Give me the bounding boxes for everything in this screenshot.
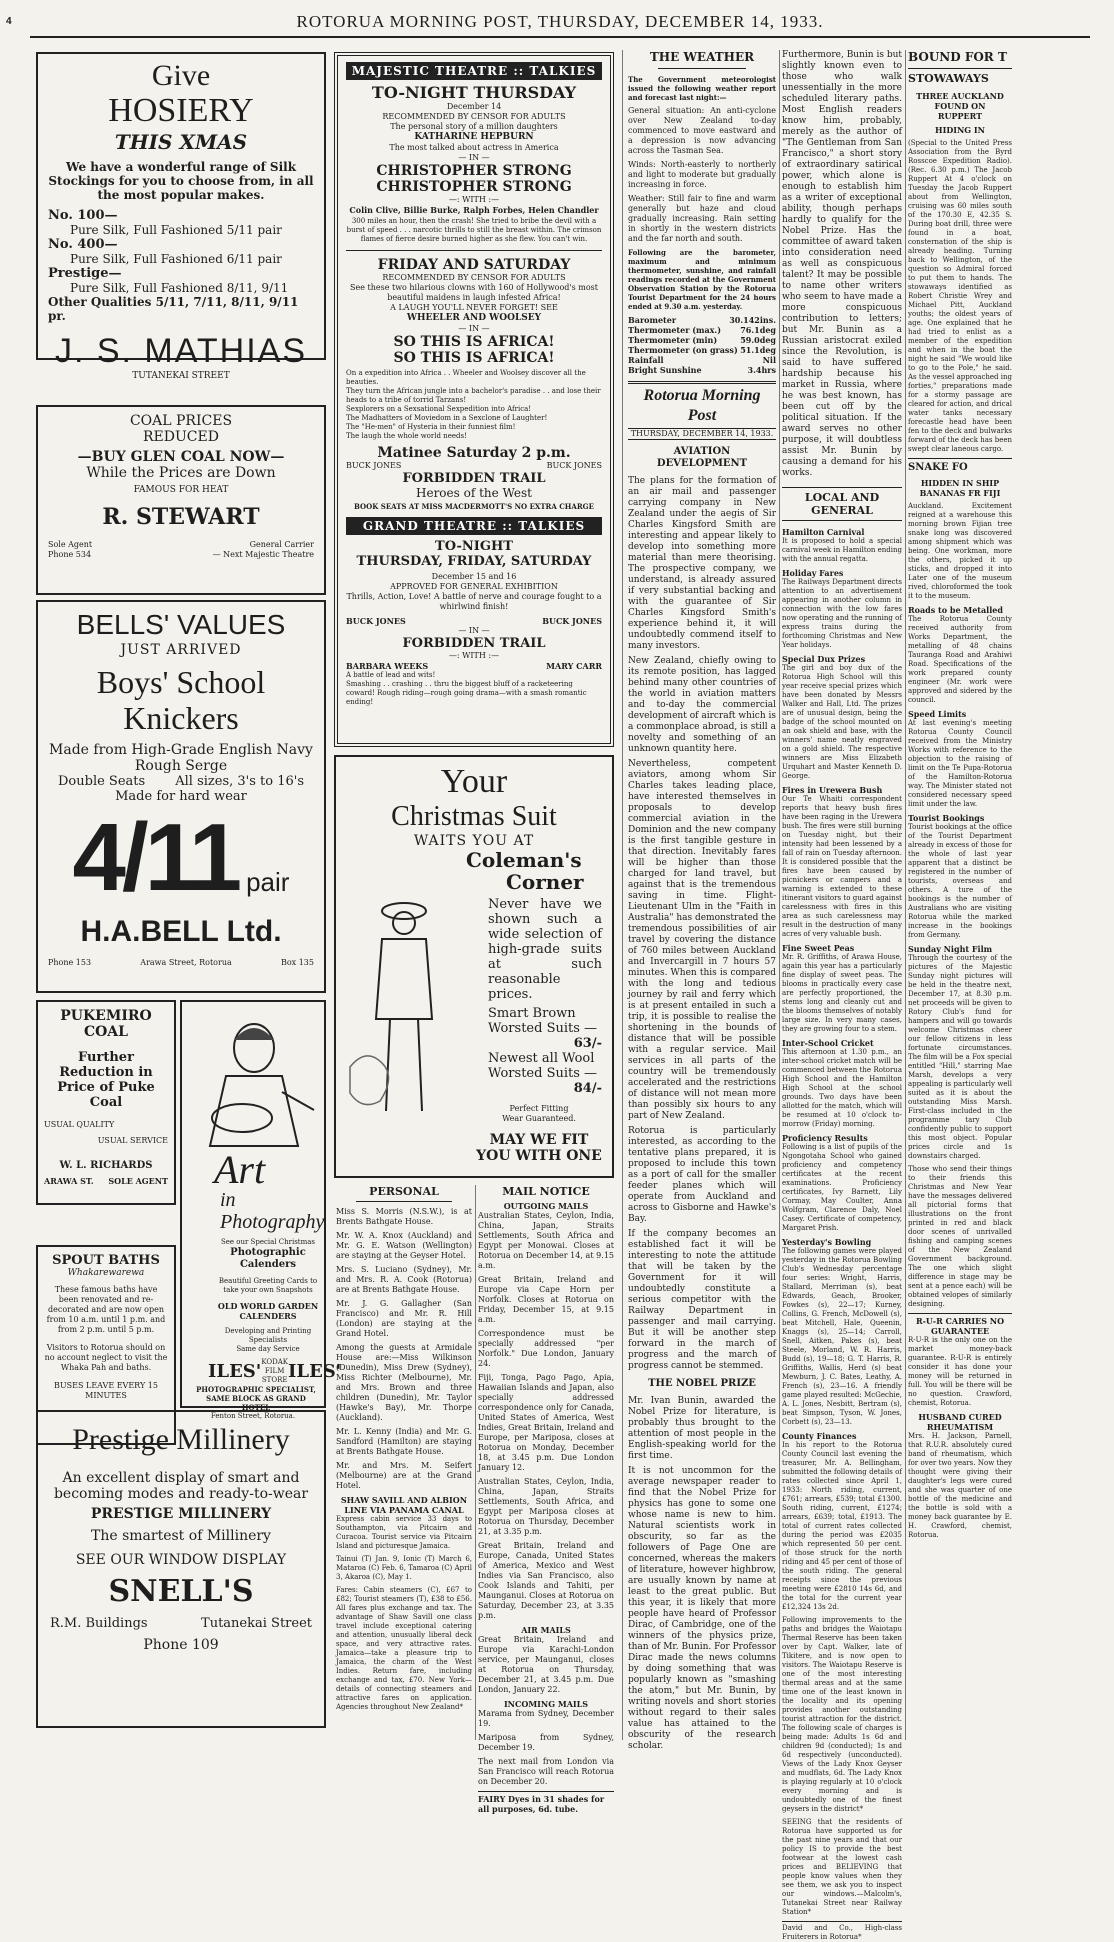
millinery-heading: Prestige Millinery [72, 1423, 290, 1456]
bells-knickers: Knickers [123, 700, 239, 736]
weather-reading-value: 76.1deg [740, 325, 776, 335]
hosiery-xmas: THIS XMAS [114, 130, 248, 154]
bells-sizes: All sizes, 3's to 16's [175, 774, 304, 789]
bound-head: RUPPERT [937, 111, 983, 121]
bells-seats: Double Seats [58, 774, 146, 789]
air-title: AIR MAILS [521, 1625, 571, 1635]
snake-head: HIDDEN IN SHIP BANANAS FR FIJI [919, 478, 1001, 498]
roads-heading: Roads to be Metalled [908, 605, 1003, 615]
weather-reading [628, 355, 776, 365]
pukemiro-title: PUKEMIRO [60, 1008, 152, 1024]
grand-with: —: WITH :— [448, 651, 500, 660]
majestic-cast: Colin Clive, Billie Burke, Ralph Forbes, Helen Chandler [349, 205, 599, 215]
grand-star: BUCK JONES [542, 616, 602, 626]
snells-building: R.M. Buildings [50, 1616, 148, 1631]
outgoing-mail-item: Great Britain, Ireland and Europe via Cape Horn per Norfolk. Closes at Rotorua on Friday, December 15, at 9.15 a.m. [478, 1275, 614, 1324]
richards-name: W. L. RICHARDS [59, 1160, 153, 1171]
millinery-text: The smartest of Millinery [91, 1528, 271, 1544]
majestic-date: December 14 [446, 102, 502, 111]
majestic-matinee: Matinee Saturday 2 p.m. [377, 445, 571, 461]
majestic-text: They turn the African jungle into a bachelor's paradise . . and lose their heads to a tribe of torrid Tarzans! [346, 387, 601, 404]
grand-film: FORBIDDEN TRAIL [402, 636, 546, 651]
incoming-mail-item: The next mail from London via San Francisco will reach Rotorua on December 20. [478, 1757, 614, 1786]
millinery-ad [36, 1410, 326, 1728]
bound-sub: STOWAWAYS [908, 68, 1012, 85]
personal-item: Mr. L. Kenny (India) and Mr. G. Sandford (Hamilton) are staying at Brents Bathgate House. [336, 1427, 472, 1456]
page-number: 4 [6, 16, 12, 27]
weather-reading [628, 345, 776, 355]
local-item-heading: Hamilton Carnival [782, 527, 865, 537]
grand-banner: GRAND THEATRE :: TALKIES [346, 517, 602, 535]
coleman-cta: MAY WE FIT [489, 1132, 589, 1148]
local-item-text: This afternoon at 1.30 p.m., an inter-school cricket match will be commenced between the Rotorua High School and the Hamilton High School at the school grounds. Two days have been allotted for the match, which will be resumed at 10 o'clock to-morrow (Friday) morning. [782, 1048, 902, 1128]
bell-box: Box 135 [280, 958, 314, 967]
iles-text: OLD WORLD GARDEN CALENDERS [217, 1301, 319, 1321]
pukemiro-coal: COAL [83, 1024, 129, 1040]
coleman-item: Smart Brown Worsted Suits — [488, 1006, 598, 1036]
weather-reading-value: 3.4hrs [747, 365, 776, 375]
iles-kodak: KODAK FILM STORE [261, 1358, 288, 1384]
coleman-ad [334, 755, 614, 1178]
coleman-price: 84/- [573, 1081, 602, 1096]
mail-title: MAIL NOTICE [502, 1185, 590, 1198]
masthead: ROTORUA MORNING POST, THURSDAY, DECEMBER 14, 1933. [296, 12, 824, 31]
hosiery-item: No. 400— [48, 237, 118, 252]
iles-text: Same day Service [236, 1345, 300, 1353]
coleman-corner: Corner [506, 870, 584, 894]
coleman-cta: YOU WITH ONE [476, 1148, 602, 1164]
bells-made: Made from High-Grade English Navy Rough Serge [49, 742, 313, 774]
bound-head: HIDING IN [935, 125, 985, 135]
local-item-text: The Railways Department directs attention to an advertisement appearing in another column in connection with the low fares now operating and the running of express trains during the forthcoming Christmas and New Year holidays. [782, 578, 902, 649]
majestic-text: Sexplorers on a Sexsational Sexpedition into Africa! [346, 405, 532, 413]
majestic-text: On a expedition into Africa . . Wheeler and Woolsey discover all the beauties. [346, 369, 586, 386]
hosiery-other: Other Qualities 5/11, 7/11, 8/11, 9/11 pr. [48, 295, 299, 323]
local-item-heading: Special Dux Prizes [782, 654, 866, 664]
editorial-date: THURSDAY, DECEMBER 14, 1933. [628, 428, 776, 440]
shaw-item: Tainui (T) Jan. 9, Ionic (T) March 6, Mataroa (C) Feb. 6, Tamaroa (C) April 3, Akaroa (C), May 1. [336, 1555, 472, 1581]
bell-address: Arawa Street, Rotorua [140, 958, 232, 967]
bells-arrived: JUST ARRIVED [120, 642, 242, 658]
majestic-star: BUCK JONES [346, 461, 402, 470]
nobel-title: THE NOBEL PRIZE [648, 1378, 756, 1389]
iles-text: PHOTOGRAPHIC SPECIALIST, SAME BLOCK AS GRAND HOTEL [196, 1385, 316, 1412]
nobel-paragraph: Furthermore, Bunin is but slightly known even to those who walk unessentially in the more scheduled literary paths. Most English readers know him, probably, merely as the author of "The Gentleman from San Francisco," a short story of extraordinary satirical power, which alone is enough to establish him as a writer of exceptional ability, though perhaps hardly to qualify for the Nobel Prize. Has the committee of award taken into consideration need as well as conspicuous talent? It may be possible to name other writers who seem to have made a more conspicuous contribution to letters; but Mr. Bunin as a Russian aristocrat exiled since the Revolution, is said to have suffered hardship because his market in Russia, where he was best known, has been cut off by the political situation. If the award serves no other purpose, it will doubtless assist Mr. Bunin by causing a demand for his works. [782, 50, 902, 478]
majestic-star: BUCK JONES [546, 461, 602, 470]
outgoing-mail-item: Great Britain, Ireland and Europe, Canada, United States of America, Mexico and West Indies via San Francisco, also Cook Islands and Tahiti, per Maunganui. Closes at Rotorua on Saturday, December 23, at 3.35 p.m. [478, 1541, 614, 1620]
pukemiro-service: USUAL SERVICE [97, 1136, 168, 1145]
majestic-film: CHRISTOPHER STRONG [376, 179, 572, 195]
bound-column [908, 50, 1012, 1740]
personal-item: Mr. J. G. Gallagher (San Francisco) and Mr. R. Hill (London) are staying at the Grand Hotel. [336, 1299, 472, 1338]
majestic-with: —: WITH :— [448, 195, 500, 204]
spout-sub: Whakarewarewa [67, 1268, 145, 1278]
film-heading: Sunday Night Film [908, 944, 993, 954]
majestic-rec: RECOMMENDED BY CENSOR FOR ADULTS [382, 112, 566, 121]
majestic-star: WHEELER AND WOOLSEY [406, 313, 542, 323]
fairy-dyes-ad: FAIRY Dyes in 31 shades for all purposes, 6d. tube. [478, 1791, 614, 1814]
iles-logo: ILES' [288, 1361, 342, 1382]
personal-item: Mr. W. A. Knox (Auckland) and Mr. G. E. Watson (Wellington) are staying at the Geyser Hotel. [336, 1231, 472, 1260]
editorial-column [628, 50, 777, 1751]
personal-item: Mr. and Mrs. M. Seifert (Melbourne) are at the Grand Hotel. [336, 1461, 472, 1490]
husband-heading: HUSBAND CURED RHEUMATISM [918, 1412, 1002, 1432]
personal-column [336, 1185, 472, 1740]
hosiery-give: Give [151, 59, 211, 92]
editorial-paragraph: New Zealand, chiefly owing to its remote position, has lagged behind many other countries of the world in aviation matters and to-day the commercial development of aircraft which is a commonplace abroad, is still a novelty and something of an unknown quantity here. [628, 656, 776, 754]
column-rule [475, 1185, 476, 1740]
iles-text: Beautiful Greeting Cards to take your own Snapshots [218, 1277, 318, 1294]
bell-phone: Phone 153 [48, 958, 92, 967]
weather-para: Weather: Still fair to fine and warm generally but haze and cloud gradually increasing. Rain setting in shortly in the western districts and the far north and south. [628, 194, 776, 243]
editorial-paragraph: Rotorua is particularly interested, as according to the tentative plans prepared, it is proposed to include this town as a port of call for the smaller feeder planes which will operate from Auckland and across to Gisborne and Hawke's Bay. [628, 1126, 776, 1224]
local-item-text: The following games were played yesterday in the Rotorua Bowling Club's Wednesday percentage four series: Wright, Harris, Stallard, Merriman (s), beat Edwards, Geach, Brooker, Fowkes (s), 22—17; Kurney, Collins, G. French, McDowell (s), beat Mitchell, Hale, Queenin, Knaggs (s), 25—14; Carroll, Snell, Aitken, Pakes (s), beat Steele, Morland, W. R. Harris, Budd (s), 19—18; G. T. Harris, R. Griffiths, Wallis, Herd (s) beat Mewburn, J. C. Bates, Leathy, A. French (s), 23—16. A friendly game played resulted: McGechie, A. L. Jones, Nesbitt, Bertram (s), beat Simpson, Tyson, W. Jones, Corbett (s), 23—13. [782, 1247, 902, 1426]
hosiery-item-desc: Pure Silk, Full Fashioned 5/11 pair [70, 223, 282, 237]
weather-title: THE WEATHER [649, 50, 755, 64]
grand-text: A battle of lead and wits! [346, 671, 436, 679]
majestic-text: The personal story of a million daughters [390, 122, 558, 131]
hosiery-heading: HOSIERY [108, 92, 254, 129]
suited-man-illustration [346, 887, 456, 1127]
weather-reading-label: Thermometer (on grass) [628, 345, 738, 355]
stewart-name: R. STEWART [102, 504, 260, 530]
local-item-heading: Fine Sweet Peas [782, 943, 855, 953]
theatres-ad [334, 52, 614, 747]
grand-star: BUCK JONES [346, 616, 406, 626]
artist-illustration [186, 1006, 322, 1146]
iles-text: Developing and Printing Specialists [224, 1327, 312, 1344]
weather-para: Following are the barometer, maximum and minimum thermometer, sunshine, and rainfall readings recorded at the Government Observation Station by the Rotorua Tourist Department for the 24 hours ended at 9.30 a.m. yesterday. [628, 248, 776, 311]
coleman-price: 63/- [573, 1036, 602, 1051]
hosiery-ad [36, 52, 326, 381]
local-item-text: Following improvements to the paths and bridges the Waiotapu Thermal Reserve has been taken over by Capt. Walker, late of Tikitere, and is now open to visitors. The Waiotapu Reserve is one of the most interesting thermal areas and at the same time one of the least known in the locality and its opening provides another outstanding tourist attraction for the district. The following scale of charges is being made: Adults 1s 6d and children 9d (conducted); 1s and 6d respectively (unconducted). Views of the Lady Knox Geyser and mudflats, 6d. The Lady Knox is playing regularly at 10 o'clock every morning and is undoubtedly one of the finest geysers in the district* [782, 1616, 902, 1813]
majestic-heading: FRIDAY AND SATURDAY [377, 257, 571, 273]
coal-ad [36, 405, 326, 595]
editorial-title: AVIATION DEVELOPMENT [656, 446, 748, 469]
coal-line: COAL PRICES [129, 413, 233, 429]
weather-reading-label: Bright Sunshine [628, 365, 702, 375]
local-item-heading: County Finances [782, 1431, 857, 1441]
personal-item: Among the guests at Armidale House are:—Miss Wilkinson (Dunedin), Miss Drew (Sydney), Miss Richter (Melbourne), Mr. and Mrs. Brown and three children (Dunedin), Mr. Taylor (Hawke's Bay), Mr. Thorpe (Auckland). [336, 1343, 472, 1422]
mathias-street: TUTANEKAI STREET [132, 371, 230, 381]
bell-name: H.A.BELL Ltd. [80, 915, 282, 948]
millinery-text: PRESTIGE MILLINERY [90, 1506, 272, 1522]
coal-left: Phone 534 [48, 550, 92, 559]
local-item-text: Our Te Whaiti correspondent reports that heavy bush fires have been raging in the Urewera bush. The fires were still burning on Tuesday night, but their intensity had been lessened by a fall of rain on Tuesday afternoon. It is considered possible that the fires have been caused by picnickers or campers and a warning is extended to these itinerant visitors to guard against carelessness with fires in this area as such carelessness may result in the destruction of many acres of very valuable bush. [782, 795, 902, 938]
coleman-name: Coleman's [466, 848, 582, 872]
hosiery-item-desc: Pure Silk, Full Fashioned 6/11 pair [70, 252, 282, 266]
weather-reading-label: Thermometer (max.) [628, 325, 721, 335]
weather-reading-label: Rainfall [628, 355, 664, 365]
personal-title: PERSONAL [369, 1185, 439, 1198]
grand-heading: THURSDAY, FRIDAY, SATURDAY [356, 554, 592, 569]
millinery-text: An excellent display of smart and becoming modes and ready-to-wear [53, 1470, 309, 1502]
coleman-item: Newest all Wool Worsted Suits — [488, 1051, 598, 1081]
spout-visit: Visitors to Rotorua should on no account neglect to visit the Whaka Pah and baths. [44, 1343, 168, 1372]
husband-text: Mrs. H. Jackson, Parnell, that R.U.R. absolutely cured band of rheumatism, which for over two years. Now they thought were giving their daughter's legs were cured and she was quarter of one bottle of the medicine and the bottle is sold with a money back guarantee by E. H. Crawford, chemist, Rotorua. [908, 1432, 1012, 1539]
rur-heading: R-U-R CARRIES NO GUARANTEE [908, 1313, 1012, 1336]
majestic-text: See these two hilarious clowns with 160 of Hollywood's most beautiful maidens in laugh infested Africa! [350, 283, 598, 302]
film-text: Through the courtesy of the pictures of the Majestic Sunday night pictures will be held in the theatre next, December 17, at 8.30 p.m. net proceeds will be given to Rotory Club's fund for hampers and will go towards welcome Christmas cheer our fellow citizens in less fortunate circumstances. The film will be a Fox special entitled "Hill," starring Mae Marsh, develops a very appealing is particularly well suited as it is about the outstanding Miss Marsh. First-class included in the programme tary Club confidently public to support this most object. Popular prices circle and 1s downstairs charged. [908, 954, 1012, 1160]
incoming-mail-item: Marama from Sydney, December 19. [478, 1709, 614, 1728]
coal-line: FAMOUS FOR HEAT [133, 485, 229, 495]
grand-cast: MARY CARR [546, 661, 602, 671]
iles-logo: ILES' [208, 1361, 262, 1382]
roads-text: The Rotorua County received authority from Works Department, the metalling of 48 chains Tauranga Road and Arahiwi Road. Specifications of the work prepared county engineer (Mr. work were approved and sidered by the council. [908, 615, 1012, 704]
weather-para: General situation: An anti-cyclone over New Zealand to-day commenced to move eastward and a depression is now advancing across the Tasman Sea. [628, 106, 776, 155]
weather-reading-value: 51.1deg [740, 345, 776, 355]
bound-text: (Special to the United Press Association from the Byrd Rosscoe Expedition Radio). (Rec. 6.30 p.m.) The Jacob Ruppert At 4 o'clock on Tuesday the Jacob Ruppert about from Wellington, cruising was 60 miles south of the 170.30 E, 42.35 S. During boat drill, three were found in a boat, consternation of the ship is already heading. Turning back to Wellington, of the question so Admiral forced to put them to hands. The stowaways identified as Robert Christie Wrey and Michael Pitt, Auckland youths; the oldest years of age. One explained that he had tried to enlist as a member of the expedition and when in the boat the night he said "We would like to go to the Pole," he said. As the vessel approached ing forties," preparations made for a stormy passage are cleared for action, and drical water tanks necessary forecastle head have been fen to the deck and bulwarks forward of the deck has been swept clear laneous cargo. [908, 139, 1012, 453]
pukemiro-quality: USUAL QUALITY [44, 1120, 115, 1129]
majestic-text: Heroes of the West [416, 486, 532, 500]
column-rule [622, 50, 623, 1740]
richards-agent: SOLE AGENT [108, 1176, 168, 1186]
majestic-film: SO THIS IS AFRICA! [393, 350, 555, 366]
hosiery-item: Prestige— [48, 266, 122, 281]
spout-text: These famous baths have been renovated and re-decorated and are now open from 10 a.m. until 1 p.m. and from 2 p.m. until 5 p.m. [46, 1285, 166, 1334]
majestic-film: CHRISTOPHER STRONG [376, 163, 572, 179]
pukemiro-reduction: Further Reduction in Price of Puke Coal [57, 1050, 155, 1110]
column-rule [905, 50, 906, 1740]
coleman-waits: WAITS YOU AT [413, 833, 535, 849]
local-item-heading: Holiday Fares [782, 568, 844, 578]
majestic-text: The "He-men" of Hysteria in their funniest film! [346, 423, 516, 431]
local-item-text: In his report to the Rotorua County Council last evening the treasurer, Mr. A. Bellingham, submitted the following details of rates collected since April 1, 1933: North riding, current, £761; arrears, £539; total £1300. South riding, current, £1274; arrears, £639; total, £1913. The total of current rates collected during the period was £2035 which represented 50 per cent. of those struck for the north riding and 45 per cent of those of the south riding. The general receipts since the previous meeting were £2810 14s 6d, and the total for the current year £12,324 13s 2d. [782, 1441, 902, 1611]
majestic-banner: MAJESTIC THEATRE :: TALKIES [346, 62, 602, 80]
bells-boys: Boys' School [96, 664, 266, 700]
local-item-heading: Fires in Urewera Bush [782, 785, 883, 795]
grand-text: Smashing . . crashing . . thru the biggest bluff of a racketeering coward! Rough riding—rough going drama—with a smash romantic ending! [346, 680, 587, 706]
coleman-wear: Wear Guaranteed. [502, 1114, 576, 1123]
weather-reading [628, 325, 776, 335]
coleman-fit: Perfect Fitting [509, 1104, 569, 1113]
personal-item: Miss S. Morris (N.S.W.), is at Brents Bathgate House. [336, 1207, 472, 1226]
air-mail-item: Great Britain, Ireland and Europe via Karachi-London service, per Maunganui, closes at Rotorua on Thursday, December 21, at 3.45 p.m. Due London, January 22. [478, 1635, 614, 1694]
weather-reading-label: Barometer [628, 315, 677, 325]
rur-text: R-U-R is the only one on the market money-back guarantee. R-U-R is entirely consider it has done your money will be returned in full. You will be there will be no question. Crawford, chemist, Rotorua. [908, 1336, 1012, 1407]
editorial-paragraph: The plans for the formation of an air mail and passenger carrying company in New Zealand under the aegis of Sir Charles Kingsford Smith are interesting and appear likely to develop into something more material than mere theorising. The prospective company, we understand, is already assured if very substantial backing and with the guarantee of Sir Charles Kingsford Smith's experience behind it, it will undoubtedly commend itself to many investors. [628, 476, 776, 651]
outgoing-title: OUTGOING MAILS [503, 1201, 589, 1211]
local-item-text: It is proposed to hold a special carnival week in Hamilton ending with the annual regatta. [782, 537, 903, 563]
speed-text: At last evening's meeting Rotorua County Council received from the Ministry Works with reference to the objection to the raising of limit on the Te Pupa-Rotorua of the Hamilton-Rotorua way. The Minister stated not considered necessary speed limit under the law. [908, 719, 1012, 808]
local-item-text: Mr. R. Griffiths, of Arawa House, again this year has a particularly fine display of sweet peas. The blooms in practically every case are perfectly proportioned, the stems long and cleanly cut and the blooms themselves of notably large size. In very many cases, they are growing four to a stem. [782, 953, 902, 1033]
weather-para: Winds: North-easterly to northerly and light to moderate but gradually increasing in force. [628, 160, 776, 189]
grand-heading: TO-NIGHT [435, 539, 513, 554]
millinery-text: SEE OUR WINDOW DISPLAY [75, 1552, 287, 1568]
mathias-name: J. S. MATHIAS [54, 332, 308, 370]
shaw-title: SHAW SAVILL AND ALBION LINE VIA PANAMA CANAL [340, 1495, 468, 1515]
hosiery-item: No. 100— [48, 208, 118, 223]
bells-ad [36, 600, 326, 993]
snake-text: Auckland. Excitement reigned at a warehouse this morning brown Fijian tree snake long was discovered among shipment which was being. One workman, more the others, picked it up sticks, and dropped it into Later one of the museum rived, chloroformed the took it to the museum. [908, 502, 1012, 600]
weather-intro: The Government meteorologist issued the following weather report and forecast last night:— [628, 75, 776, 102]
grand-date: December 15 and 16 [431, 572, 517, 581]
hosiery-item-desc: Pure Silk, Full Fashioned 8/11, 9/11 [70, 281, 289, 295]
spout-buses: BUSES LEAVE EVERY 15 MINUTES [54, 1381, 158, 1400]
coal-right: — Next Majestic Theatre [212, 550, 314, 559]
outgoing-mail-item: Fiji, Tonga, Pago Pago, Apia, Hawaiian Islands and Japan, also specially addressed correspondence only for Canada, United States of America, West Indies, Great Britain, Ireland and Europe, per Mariposa, closes at Rotorua on Monday, December 18, at 3.45 p.m. Due London January 12. [478, 1373, 614, 1472]
local-title: LOCAL AND GENERAL [782, 487, 902, 521]
shaw-item: Express cabin service 33 days to Southampton, via Pitcairn and Curacoa. Tourist service via Pitcairn Island and picturesque Jamaica. [336, 1515, 472, 1550]
majestic-text: A LAUGH YOU'LL NEVER FORGET! SEE [390, 303, 558, 312]
tourist-text: Tourist bookings at the office of the Tourist Department already in excess of those for the whole of last year apparent that a distinct be registered in the number of tourists, overseas and others. A ture of the bookings is the number of Australians who are visiting Rotorua while the marked increase in the bookings from Germany. [908, 823, 1012, 939]
iles-ad [180, 1000, 342, 1420]
malcolms-ad: SEEING that the residents of Rotorua have supported us for the past nine years and that our policy IS to provide the best footwear at the lowest cash prices and BELIEVING that people know values when they see them, we ask you to inspect our windows.—Malcolm's, Tutanekai Street near Railway Station* [782, 1818, 902, 1916]
bound-head: THREE AUCKLAND [916, 91, 1004, 101]
local-item-heading: Proficiency Results [782, 1133, 868, 1143]
majestic-blurb: 300 miles an hour, then the crash! She tried to bribe the devil with a burst of speed . . . narcotic thrills to still the breast within. The crimson flames of fierce desire burned higher as she flew. You can't win. [346, 217, 602, 243]
editorial-paragraph: Nevertheless, competent aviators, among whom Sir Charles takes leading place, have interested themselves in proposals to develop commercial aviation in the Dominion and the new company is the first tangible gesture in that direction. Inevitably fares will be higher than those charged for land travel, but against that is the tremendous saving in time. Flight-Lieutenant Ulm in the "Faith in Australia" has demonstrated the tremendous possibilities of air travel by covering the distance of 760 miles between Auckland and Invercargill in 7 hours 57 minutes. When this is compared with the long and tedious journey by rail and ferry which is at present entailed in such a trip, it is possible to realise the shortening in the bounds of distance that will be possible with a regular service. Mail services in all parts of the country will be tremendously accelerated and the restrictions of distance will not mean more than possibly six hours to any part of New Zealand. [628, 759, 777, 1121]
majestic-text: The Madhatters of Moviedom in a Sexclone of Laughter! [346, 414, 548, 422]
editorial-continued [782, 50, 903, 1941]
grand-text: Thrills, Action, Love! A battle of nerve and courage fought to a whirlwind finish! [346, 592, 602, 611]
coal-left: Sole Agent [48, 540, 93, 549]
nobel-paragraph: Mr. Ivan Bunin, awarded the Nobel Prize for literature, is probably thus brought to the attention of most people in the English-speaking world for the first time. [628, 1396, 776, 1461]
coal-line: —BUY GLEN COAL NOW— [77, 449, 285, 465]
majestic-text: The most talked about actress in America [389, 143, 559, 152]
grand-cast: BARBARA WEEKS [346, 661, 429, 671]
bound-title: BOUND FOR T [908, 50, 1007, 64]
local-item-heading: Inter-School Cricket [782, 1038, 874, 1048]
editorial-paragraph: If the company becomes an established fact it will be interesting to note the attitude that will be taken by the Government for it will undoubtedly constitute a serious competitor with the Railway Department in passenger and mail carrying. But it will be another step forward in the march of progress and the march of progress cannot be stemmed. [628, 1229, 776, 1371]
majestic-in: — IN — [458, 153, 490, 162]
weather-reading [628, 315, 776, 325]
majestic-rec: RECOMMENDED BY CENSOR FOR ADULTS [382, 273, 566, 282]
local-item-text: The girl and boy dux of the Rotorua High School will this year receive special prizes which have been donated by Messrs Walker and Hall, Ltd. The prizes are of unusual design, being the badge of the school mounted on an oak shield and base, with the winners' name neatly engraved on a gold shield. The respective winners are Miss Elizabeth Urquhart and Master Kenneth D. George. [782, 664, 902, 780]
majestic-in: — IN — [458, 324, 490, 333]
weather-reading [628, 365, 776, 375]
majestic-booking: BOOK SEATS AT MISS MACDERMOTT'S NO EXTRA CHARGE [354, 502, 594, 511]
iles-text: Fenton Street, Rotorua. [210, 1412, 296, 1420]
snake-title: SNAKE FO [908, 458, 1012, 474]
column-rule [779, 50, 780, 1740]
coleman-body: Never have we shown such a wide selection of high-grade suits at such reasonable prices. [488, 897, 602, 1002]
coal-right: General Carrier [249, 540, 314, 549]
bells-pair: pair [246, 867, 290, 897]
incoming-mail-item: Mariposa from Sydney, December 19. [478, 1733, 614, 1752]
pukemiro-ad [36, 1000, 176, 1205]
personal-item: Mrs. S. Luciano (Sydney), Mr. and Mrs. R. A. Cook (Rotorua) are at Brents Bathgate House. [336, 1265, 472, 1294]
coal-line: REDUCED [143, 429, 219, 445]
hosiery-intro: We have a wonderful range of Silk Stockings for you to choose from, in all the most popular makes. [48, 160, 314, 202]
iles-art: Art [214, 1147, 266, 1192]
majestic-film: FORBIDDEN TRAIL [402, 471, 546, 486]
tourist-heading: Tourist Bookings [908, 813, 985, 823]
majestic-star: KATHARINE HEPBURN [414, 132, 534, 142]
iles-text: See our Special Christmas [220, 1238, 316, 1246]
coleman-your: Your [440, 763, 508, 800]
majestic-heading: TO-NIGHT THURSDAY [371, 83, 577, 102]
iles-calenders: Photographic Calenders [230, 1247, 306, 1270]
bound-head: FOUND ON [934, 101, 986, 111]
majestic-text: The laugh the whole world needs! [346, 432, 467, 440]
header-rule [30, 36, 1090, 38]
weather-reading [628, 335, 776, 345]
iles-in: in [220, 1189, 236, 1211]
iles-photography: Photography [220, 1211, 325, 1233]
mail-column [478, 1185, 614, 1814]
nobel-paragraph: It is not uncommon for the average newspaper reader to find that the Nobel Prize for physics has gone to some one whose name is new to him. Natural scientists work in obscurity, so far as the followers of Page One are concerned, whereas the makers of literature, however highbrow, are usually known by name at least to the great public. But this year, it is likely that more people have heard of Professor Dirac, of Cambridge, one of the winners of the physics prize, than of Mr. Bunin. For Professor Dirac made the news columns by doing something that was popularly known as "smashing the atom," but Mr. Bunin, by writing novels and short stories without regard to their sales value has attained to the obscurity of the research scholar. [628, 1466, 776, 1751]
snells-name: SNELL'S [108, 1574, 254, 1609]
spout-title: SPOUT BATHS [52, 1253, 160, 1268]
weather-reading-label: Thermometer (min) [628, 335, 718, 345]
bells-price: 4/11 [72, 804, 239, 911]
bells-heading: BELLS' VALUES [76, 609, 286, 640]
weather-reading-value: Nil [762, 355, 776, 365]
richards-street: ARAWA ST. [44, 1176, 94, 1186]
outgoing-mail-item: Australian States, Ceylon, India, China, Japan, Straits Settlements, South Africa and Egypt per Monowai. Closes at Rotorua on December 14, at 9.15 a.m. [478, 1211, 614, 1270]
outgoing-mail-item: Australian States, Ceylon, India, China, Japan, Straits Settlements, South Africa, and Egypt per Mariposa closes at Rotorua on Thursday, December 21, at 3.35 p.m. [478, 1477, 614, 1536]
local-item-heading: Yesterday's Bowling [782, 1237, 872, 1247]
coal-line: While the Prices are Down [86, 465, 276, 481]
incoming-title: INCOMING MAILS [503, 1699, 589, 1709]
david-ad: David and Co., High-class Fruiterers in Rotorua* [782, 1921, 902, 1942]
majestic-film: SO THIS IS AFRICA! [393, 334, 555, 350]
weather-reading-value: 30.142ins. [729, 315, 776, 325]
editorial-masthead: Rotorua Morning Post [643, 387, 761, 424]
grand-approval: APPROVED FOR GENERAL EXHIBITION [390, 582, 558, 591]
greetings-text: Those who send their things to their friends this Christmas and New Year have the messages delivered all pictorial forms that illustrations on the front printed in red and black door scenes of unrivalled fishing and camping scenes of the New Zealand Government background. The one which slight difference in stage may be sent at a pence each) will be obtained velopes of similarly designing. [908, 1165, 1012, 1308]
coleman-suit: Christmas Suit [391, 801, 557, 832]
local-item-text: Following is a list of pupils of the Ngongotaha School who gained proficiency and competency certificates at the recent examinations. Proficiency certificates, Ivy Barnett, Lily Cormay, May Coulter, Anna Wolfgram, Clarence Daly, Noel Casey. Certificate of competency, Margaret Prish. [782, 1143, 902, 1232]
bells-hard-wear: Made for hard wear [115, 789, 247, 804]
weather-reading-value: 59.0deg [740, 335, 776, 345]
speed-heading: Speed Limits [908, 709, 967, 719]
outgoing-mail-item: Correspondence must be specially addressed "per Norfolk." Due London, January 24. [478, 1329, 614, 1368]
shaw-item: Fares: Cabin steamers (C), £67 to £82; Tourist steamers (T), £38 to £56. All fares plus exchange and tax. The advantage of Shaw Savill one class travel include exceptional catering and attention, unusually liberal deck space, and very attractive rates. Jamaica—take a pleasure trip to Jamaica, the charm of the West Indies. Return fare, including exchange and tax, £70. New York—details of connecting steamers and attractive fares on application. Agencies throughout New Zealand* [336, 1586, 472, 1711]
snells-phone: Phone 109 [143, 1637, 219, 1653]
grand-in: — IN — [458, 626, 490, 635]
snells-street: Tutanekai Street [201, 1616, 312, 1631]
